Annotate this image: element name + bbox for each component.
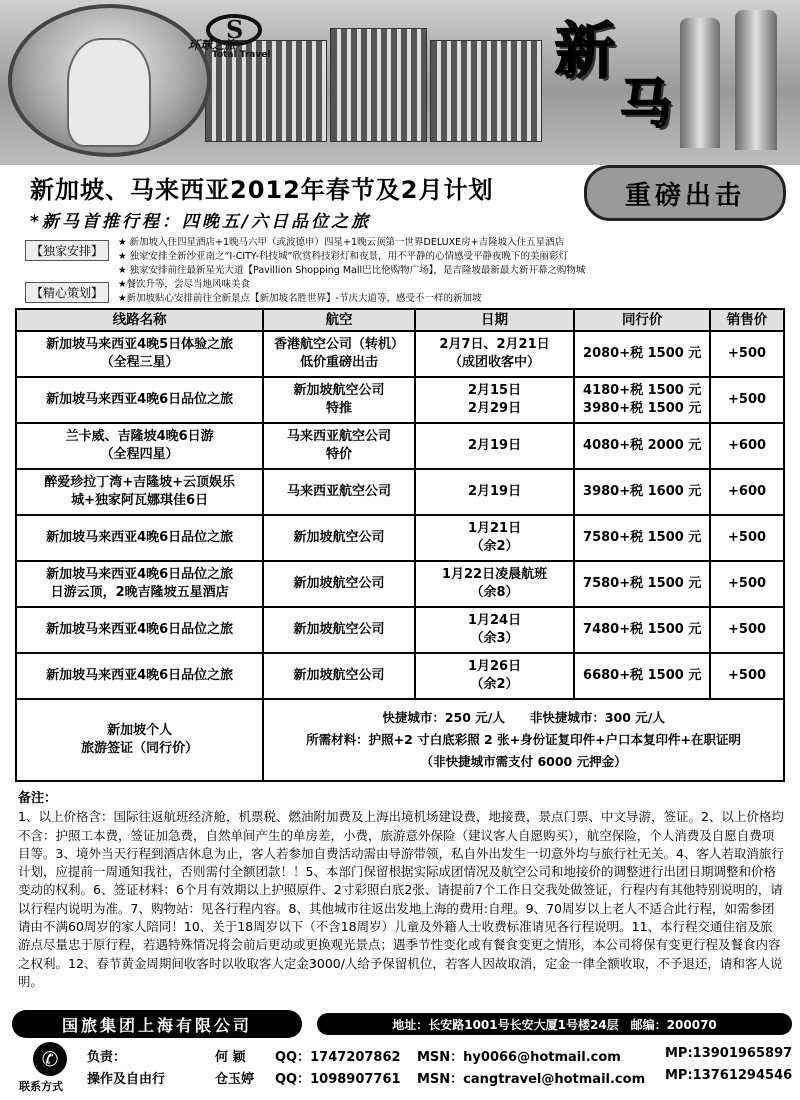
feature-list-exclusive <box>118 236 585 278</box>
page-title: 新加坡、马来西亚2012年春节及2月计划 <box>30 176 494 204</box>
airline-line: 马来西亚航空公司 <box>286 429 391 444</box>
feature-tag-curated: 【精心策划】 <box>25 282 109 303</box>
agent-price-cell <box>574 423 710 469</box>
agent-price-cell <box>574 377 710 423</box>
contact-name: 仓玉婷 <box>215 1072 255 1087</box>
date-line: 2月7日、2月21日 <box>439 337 550 352</box>
date-line: 2月19日 <box>467 438 522 453</box>
feature-item: ★ 独家安排全新沙亚南之“I-CITY-科技城”欣赏科技彩灯和夜景，用不平静的心情感受平静夜晚下的美丽彩灯 <box>118 251 568 262</box>
date-line: 1月21日 <box>467 521 522 536</box>
route-name-line: 新加坡马来西亚4晚6日品位之旅 <box>46 530 234 545</box>
airline-line: 新加坡航空公司 <box>293 576 385 591</box>
visa-name-line: 旅游签证（同行价） <box>81 741 199 756</box>
logo-text-cn: 环球之旅 <box>188 38 237 52</box>
notes-section <box>18 790 784 991</box>
agent-price-line: 7580+税 1500 元 <box>583 576 702 591</box>
route-name-line: 新加坡马来西亚4晚6日品位之旅 <box>46 622 234 637</box>
agent-price-line: 4080+税 2000 元 <box>583 438 702 453</box>
date-line: （成团收客中） <box>449 355 541 370</box>
notes-body: 1、以上价格含：国际往返航班经济舱，机票税、燃油附加费及上海出境机场建设费，地接费，景点门票、中文导游，签证。2、以上价格均不含：护照工本费，签证加急费，自然单间产生的单房差，小费，旅游意外保险（建议客人自愿购买），航空保险，个人消费及自愿自费项目等。3、境外当天行程到酒店休息为止，客人若参加自费活动需由导游带领，私自外出发生一切意外均与旅行社无关。4、客人若取消旅行计划，应提前一周通知我社，否则需付全额团款！！5、本部门保留根据实际成团情况及航空公司和地接价的调整进行出团日期调整和价格变动的权利。6、签证材料：6个月有效期以上护照原件、2寸彩照白底2张、请提前7个工作日交我处做签证，行程内有其他特别说明的，请以行程内说明为准。7、购物站：见各行程内容。8、其他城市往返出发地上海的费用:自理。9、70周岁以上老人不适合此行程，如需参团请由不满60周岁的家人陪同！10、关于18周岁以下（不含18周岁）儿童及外籍人士收费标准请见各行程说明。11、本行程交通住宿及旅游点尽量忠于原行程，若遇特殊情况将会前后更动或更换观光景点；遇季节性变化或有餐食变更之情形，本公司将保有变更行程及餐食内容之权利。12、春节黄金周期间收客时以收取客人定金3000/人给予保留机位，若客人因故取消，定金一律全额收取，不予退还，请和客人说明。 <box>18 809 784 989</box>
phone-icon: ✆ <box>33 1042 67 1076</box>
table-row <box>16 469 784 515</box>
airline-line: 香港航空公司（转机） <box>273 337 404 352</box>
route-name-cell <box>16 653 263 699</box>
date-cell <box>415 423 575 469</box>
visa-row <box>16 699 784 781</box>
date-cell <box>415 561 575 607</box>
table-row <box>16 653 784 699</box>
table-row <box>16 561 784 607</box>
table-row <box>16 423 784 469</box>
date-line: 1月26日 <box>467 659 522 674</box>
airline-cell <box>263 561 415 607</box>
sale-price-cell: +500 <box>710 515 784 561</box>
feature-item: ★ 独家安排前往最新星光大道【Pavillion Shopping Mall巴比伦购物广场】，是吉隆坡最新最大新开幕之购物城 <box>118 265 586 276</box>
date-cell <box>415 331 575 377</box>
merlion-graphic <box>67 38 151 147</box>
visa-info-line: 所需材料：护照+2 寸白底彩照 2 张+身份证复印件+户口本复印件+在职证明 <box>306 732 742 747</box>
title-char-xin: 新 <box>555 17 615 87</box>
sale-price-cell: +500 <box>710 377 784 423</box>
route-name-line: 城+独家阿瓦娜琪佳6日 <box>71 493 209 508</box>
route-name-line: 新加坡马来西亚4晚5日体验之旅 <box>46 337 234 352</box>
airline-line: 新加坡航空公司 <box>293 622 385 637</box>
route-name-cell <box>16 607 263 653</box>
agent-price-cell <box>574 653 710 699</box>
contact-mobile: MP:13901965897 <box>665 1046 793 1061</box>
building-graphic <box>330 28 427 142</box>
contact-role: 负责： <box>87 1050 127 1065</box>
visa-info <box>263 699 784 781</box>
table-row <box>16 607 784 653</box>
feature-item: ★新加坡贴心安排前往全新景点【新加坡名胜世界】-节庆大道等，感受不一样的新加坡 <box>118 293 482 304</box>
date-cell <box>415 653 575 699</box>
visa-name <box>16 699 263 781</box>
date-line: 2月29日 <box>467 401 522 416</box>
svg-text:S: S <box>226 15 244 44</box>
route-name-line: （全程三星） <box>100 355 179 370</box>
agent-price-line: 2080+税 1500 元 <box>583 346 702 361</box>
agent-price-line: 6680+税 1500 元 <box>583 668 702 683</box>
date-cell <box>415 607 575 653</box>
merlion-photo <box>8 4 211 157</box>
airline-line: 新加坡航空公司 <box>293 668 385 683</box>
airline-cell <box>263 607 415 653</box>
date-line: （余8） <box>470 585 519 600</box>
sale-price-cell: +600 <box>710 423 784 469</box>
contact-section <box>15 1040 793 1098</box>
route-name-line: 新加坡马来西亚4晚6日品位之旅 <box>46 668 234 683</box>
route-name-cell <box>16 515 263 561</box>
date-cell <box>415 515 575 561</box>
date-line: 2月15日 <box>467 383 522 398</box>
sale-price-cell: +500 <box>710 607 784 653</box>
highlight-stamp: 重磅出击 <box>584 165 786 221</box>
route-name-cell <box>16 331 263 377</box>
feature-item: ★ 新加坡入住四星酒店+1晚马六甲（或波德申）四星+1晚云顶第一世界DELUXE房+吉隆坡入住五星酒店 <box>118 237 565 248</box>
route-name-line: 醉爱珍拉丁湾+吉隆坡+云顶娱乐 <box>44 475 235 490</box>
tower-graphic <box>680 18 720 148</box>
route-name-cell <box>16 469 263 515</box>
route-name-line: （全程四星） <box>100 447 179 462</box>
agent-price-cell <box>574 331 710 377</box>
contact-msn: MSN：hy0066@hotmail.com <box>417 1050 621 1065</box>
airline-cell <box>263 653 415 699</box>
airline-cell <box>263 331 415 377</box>
contact-mobile: MP:13761294546 <box>665 1068 793 1083</box>
sale-price-cell: +500 <box>710 561 784 607</box>
contact-qq: QQ：1098907761 <box>275 1072 401 1087</box>
agent-price-line: 3980+税 1500 元 <box>583 401 702 416</box>
visa-name-line: 新加坡个人 <box>107 723 173 738</box>
contact-role: 操作及自由行 <box>87 1072 166 1087</box>
date-cell <box>415 377 575 423</box>
header-route: 线路名称 <box>16 309 263 331</box>
visa-info-line: 快捷城市：250 元/人 非快捷城市：300 元/人 <box>382 710 665 725</box>
route-name-cell <box>16 423 263 469</box>
table-row <box>16 515 784 561</box>
notes-heading: 备注： <box>18 791 58 806</box>
page-subtitle: *新马首推行程：四晚五/六日品位之旅 <box>30 212 372 232</box>
sale-price-cell: +500 <box>710 331 784 377</box>
route-name-cell <box>16 377 263 423</box>
airline-line: 低价重磅出击 <box>299 355 378 370</box>
airline-line: 新加坡航空公司 <box>293 383 385 398</box>
company-address: 地址：长安路1001号长安大厦1号楼24层 邮编：200070 <box>317 1013 792 1035</box>
header-agent-price: 同行价 <box>574 309 710 331</box>
airline-cell <box>263 469 415 515</box>
date-line: （余2） <box>470 677 519 692</box>
agent-price-line: 7580+税 1500 元 <box>583 530 702 545</box>
header-airline: 航空 <box>263 309 415 331</box>
date-line: （余2） <box>470 539 519 554</box>
date-cell <box>415 469 575 515</box>
routes-table-body <box>16 331 784 699</box>
agent-price-line: 3980+税 1600 元 <box>583 484 702 499</box>
footer-bar <box>12 1010 792 1040</box>
header-date: 日期 <box>415 309 575 331</box>
contact-msn: MSN：cangtravel@hotmail.com <box>417 1072 646 1087</box>
routes-table <box>15 308 785 782</box>
contact-qq: QQ：1747207862 <box>275 1050 401 1065</box>
route-name-line: 兰卡威、吉隆坡4晚6日游 <box>65 429 214 444</box>
route-name-line: 新加坡马来西亚4晚6日品位之旅 <box>46 392 234 407</box>
table-header-row <box>16 309 784 331</box>
agent-price-line: 4180+税 1500 元 <box>583 383 702 398</box>
airline-cell <box>263 377 415 423</box>
contact-label: 联系方式 <box>19 1080 63 1093</box>
sale-price-cell: +600 <box>710 469 784 515</box>
airline-line: 特价 <box>325 447 352 462</box>
airline-line: 新加坡航空公司 <box>293 530 385 545</box>
tower-graphic <box>735 10 777 150</box>
building-graphic <box>430 40 542 142</box>
route-name-line: 日游云顶，2晚吉隆坡五星酒店 <box>50 585 229 600</box>
agent-price-cell <box>574 515 710 561</box>
sale-price-cell: +500 <box>710 653 784 699</box>
banner-image <box>0 0 800 165</box>
route-name-line: 新加坡马来西亚4晚6日品位之旅 <box>46 567 234 582</box>
feature-list-curated <box>118 278 481 306</box>
table-row <box>16 377 784 423</box>
contact-name: 何 颖 <box>215 1050 246 1065</box>
title-char-ma: 马 <box>620 74 673 135</box>
date-line: （余3） <box>470 631 519 646</box>
company-name: 国旅集团上海有限公司 <box>12 1010 302 1038</box>
airline-line: 马来西亚航空公司 <box>286 484 391 499</box>
airline-line: 特推 <box>325 401 352 416</box>
date-line: 2月19日 <box>467 484 522 499</box>
agent-price-cell <box>574 469 710 515</box>
contact-row <box>87 1068 793 1088</box>
contact-row <box>87 1046 793 1066</box>
header-sale-price: 销售价 <box>710 309 784 331</box>
agent-price-cell <box>574 561 710 607</box>
date-line: 1月24日 <box>467 613 522 628</box>
airline-cell <box>263 515 415 561</box>
agent-price-cell <box>574 607 710 653</box>
feature-item: ★餐饮升等，尝尽当地风味美食 <box>118 279 251 290</box>
visa-info-line: （非快捷城市需支付 6000 元押金） <box>420 754 627 769</box>
route-name-cell <box>16 561 263 607</box>
logo-text-en: Total Travel <box>212 50 271 60</box>
date-line: 1月22日凌晨航班 <box>441 567 548 582</box>
feature-tag-exclusive: 【独家安排】 <box>25 240 109 261</box>
agent-price-line: 7480+税 1500 元 <box>583 622 702 637</box>
airline-cell <box>263 423 415 469</box>
table-row <box>16 331 784 377</box>
